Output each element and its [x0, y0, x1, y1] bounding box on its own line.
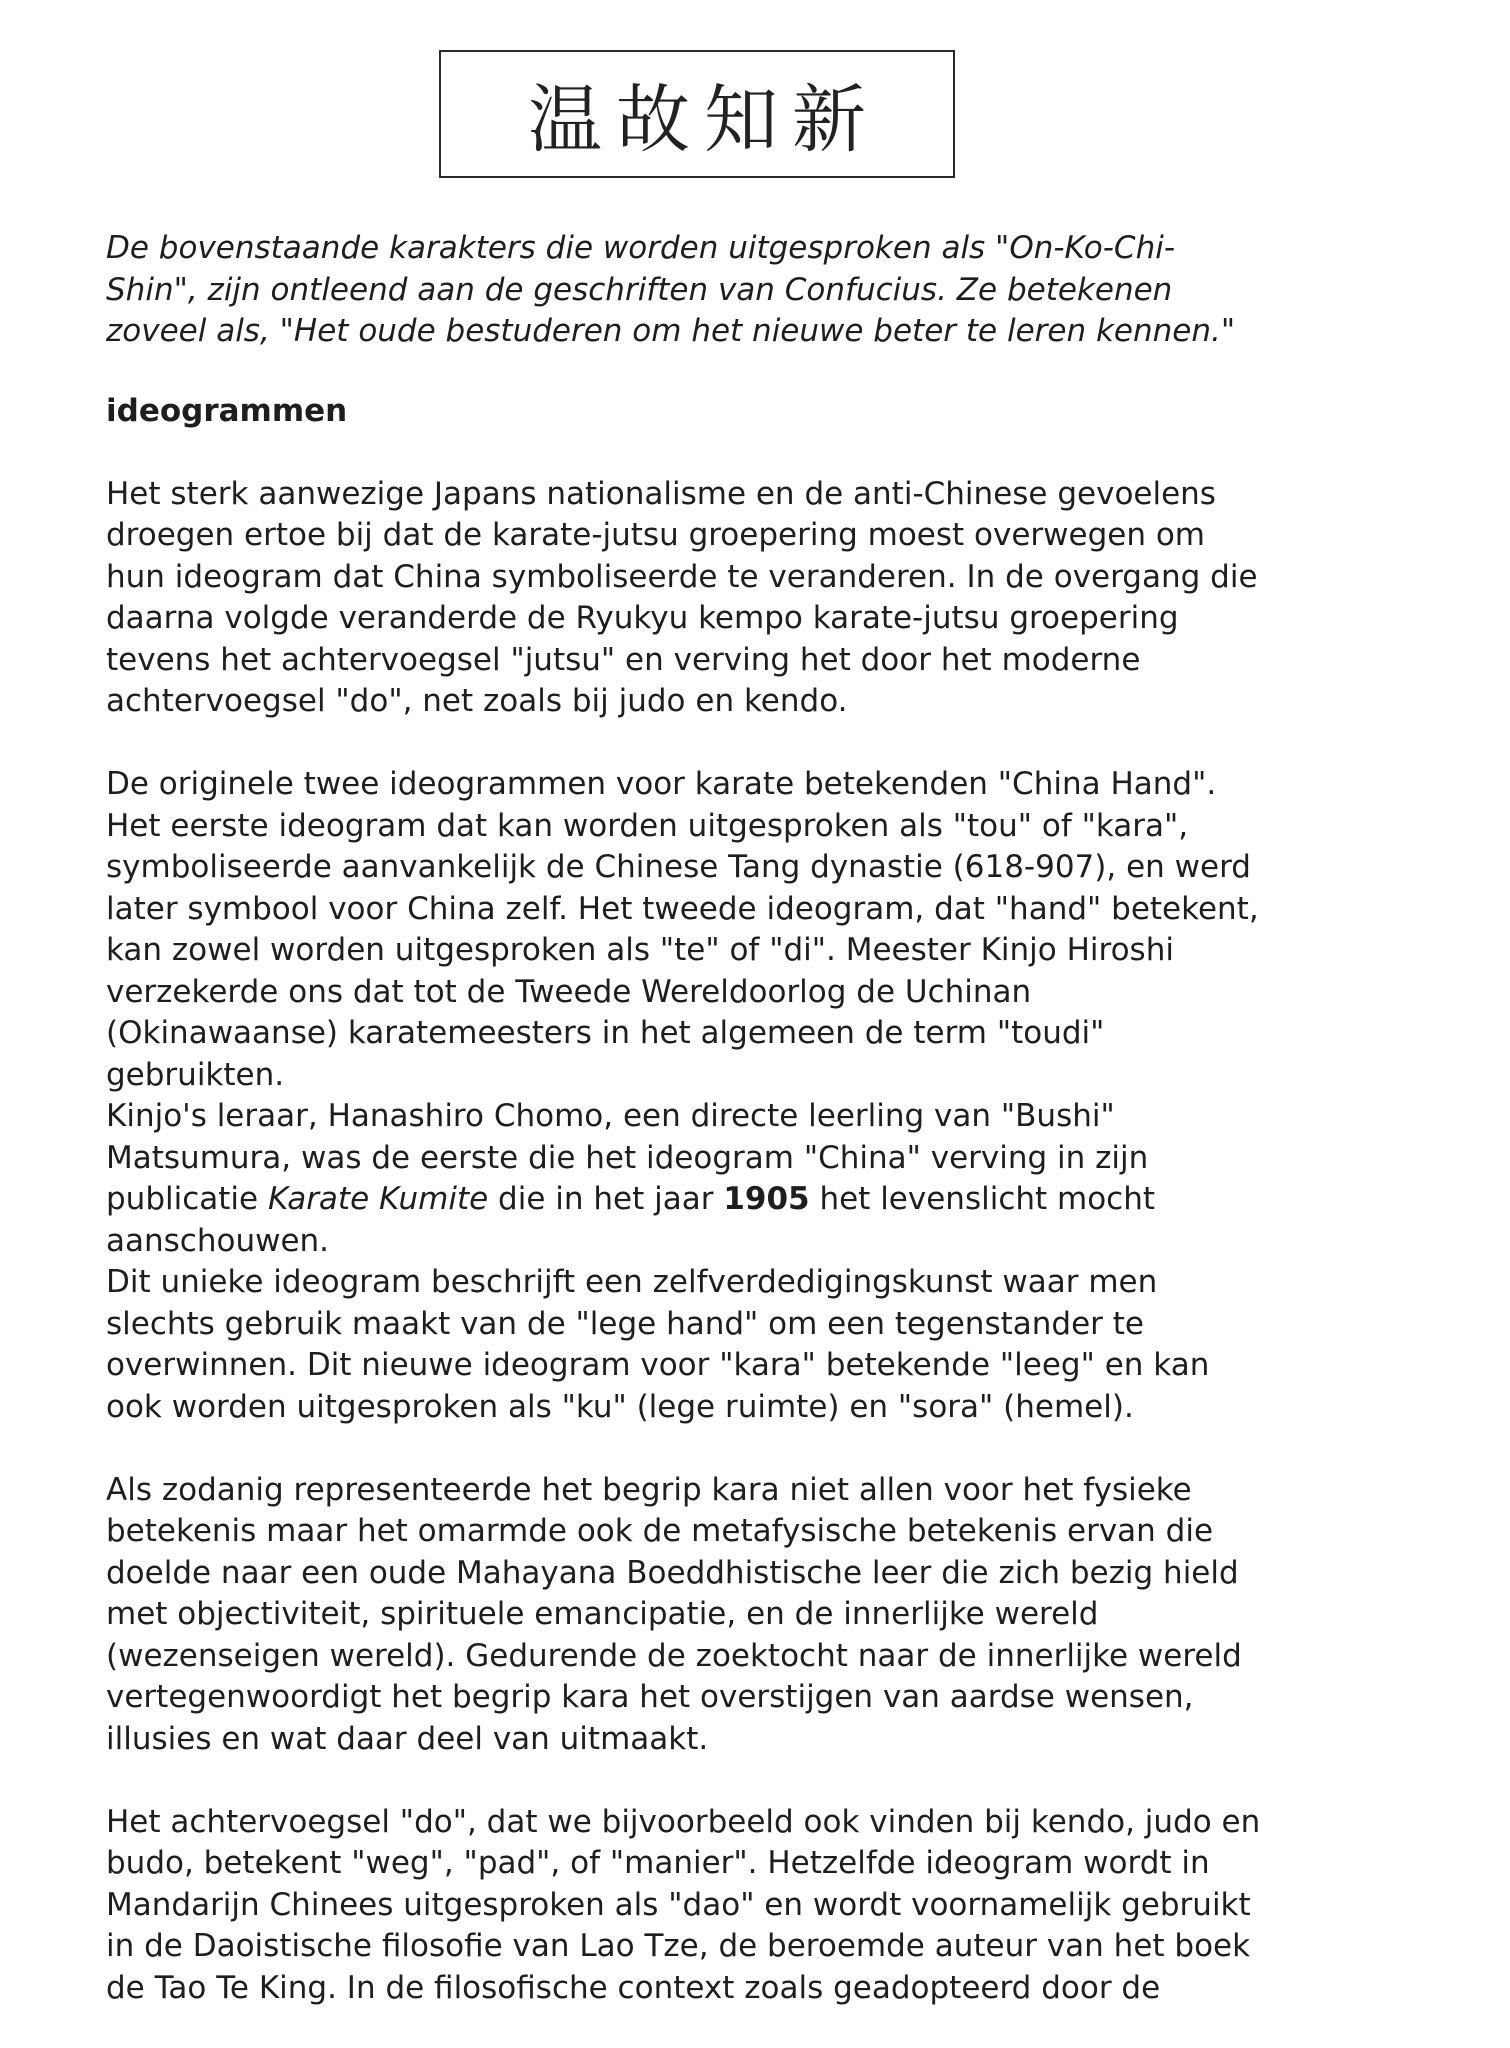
paragraph-kara-meaning: Als zodanig representeerde het begrip kara niet allen voor het fysieke betekenis maar het omarmde ook de metafysische betekenis ervan die doelde naar een oude Mahayana Boeddhistische leer die zich bezig hield met objectiviteit, spirituele emancipatie, en de innerlijke wereld (wezenseigen wereld). Gedurende de zoektocht naar de innerlijke wereld vertegenwoordigt het begrip kara het overstijgen van aardse wensen, illusies en wat daar deel van uitmaakt. — [106, 1471, 1242, 1757]
paragraph-nationalism: Het sterk aanwezige Japans nationalisme en de anti-Chinese gevoelens droegen ertoe bij dat de karate-jutsu groepering moest overwegen om hun ideogram dat China symboliseerde te veranderen. In de overgang die daarna volgde veranderde de Ryukyu kempo karate-jutsu groepering tevens het achtervoegsel "jutsu" en verving het door het moderne achtervoegsel "do", net zoals bij judo en kendo. — [106, 475, 1258, 719]
kanji-title: 温故知新 — [528, 77, 880, 163]
paragraph-original-ideograms: De originele twee ideogrammen voor karate betekenden "China Hand". Het eerste ideogram dat kan worden uitgesproken als "tou" of "kara", symboliseerde aanvankelijk de Chinese Tang dynastie (618-907), en werd later symbool voor China zelf. Het tweede ideogram, dat "hand" betekent, kan zowel worden uitgesproken als "te" of "di". Meester Kinjo Hiroshi verzekerde ons dat tot de Tweede Wereldoorlog de Uchinan (Okinawaanse) karatemeesters in het algemeen de term "toudi" gebruikten. — [106, 766, 1259, 1093]
document-body — [106, 228, 1426, 2009]
paragraph-hanashiro — [106, 1096, 1426, 1262]
paragraph-empty-hand: Dit unieke ideogram beschrijft een zelfverdedigingskunst waar men slechts gebruik maakt van de "lege hand" om een tegenstander te overwinnen. Dit nieuwe ideogram voor "kara" betekende "leeg" en kan ook worden uitgesproken als "ku" (lege ruimte) en "sora" (hemel). — [106, 1264, 1210, 1425]
title-box — [439, 50, 955, 178]
intro-paragraph: De bovenstaande karakters die worden uitgesproken als "On-Ko-Chi- Shin", zijn ontleend aan de geschriften van Confucius. Ze betekenen zoveel als, "Het oude bestuderen om het nieuwe beter te leren kennen." — [106, 230, 1236, 349]
publication-year: 1905 — [723, 1181, 810, 1217]
paragraph-do-suffix: Het achtervoegsel "do", dat we bijvoorbeeld ook vinden bij kendo, judo en budo, betekent "weg", "pad", of "manier". Hetzelfde ideogram wordt in Mandarijn Chinees uitgesproken als "dao" en wordt voornamelijk gebruikt in de Daoistische filosofie van Lao Tze, de beroemde auteur van het boek de Tao Te King. In de filosofische context zoals geadopteerd door de — [106, 1803, 1261, 2006]
paragraph-hanashiro-text-3: het levenslicht mocht aanschouwen. — [106, 1181, 1156, 1259]
publication-title: Karate Kumite — [267, 1181, 489, 1217]
paragraph-hanashiro-text-1: Kinjo's leraar, Hanashiro Chomo, een directe leerling van "Bushi" Matsumura, was de eerste die het ideogram "China" verving in zijn publicatie — [106, 1098, 1149, 1217]
section-heading: ideogrammen — [106, 392, 348, 429]
paragraph-hanashiro-text-2: die in het jaar — [488, 1181, 724, 1217]
